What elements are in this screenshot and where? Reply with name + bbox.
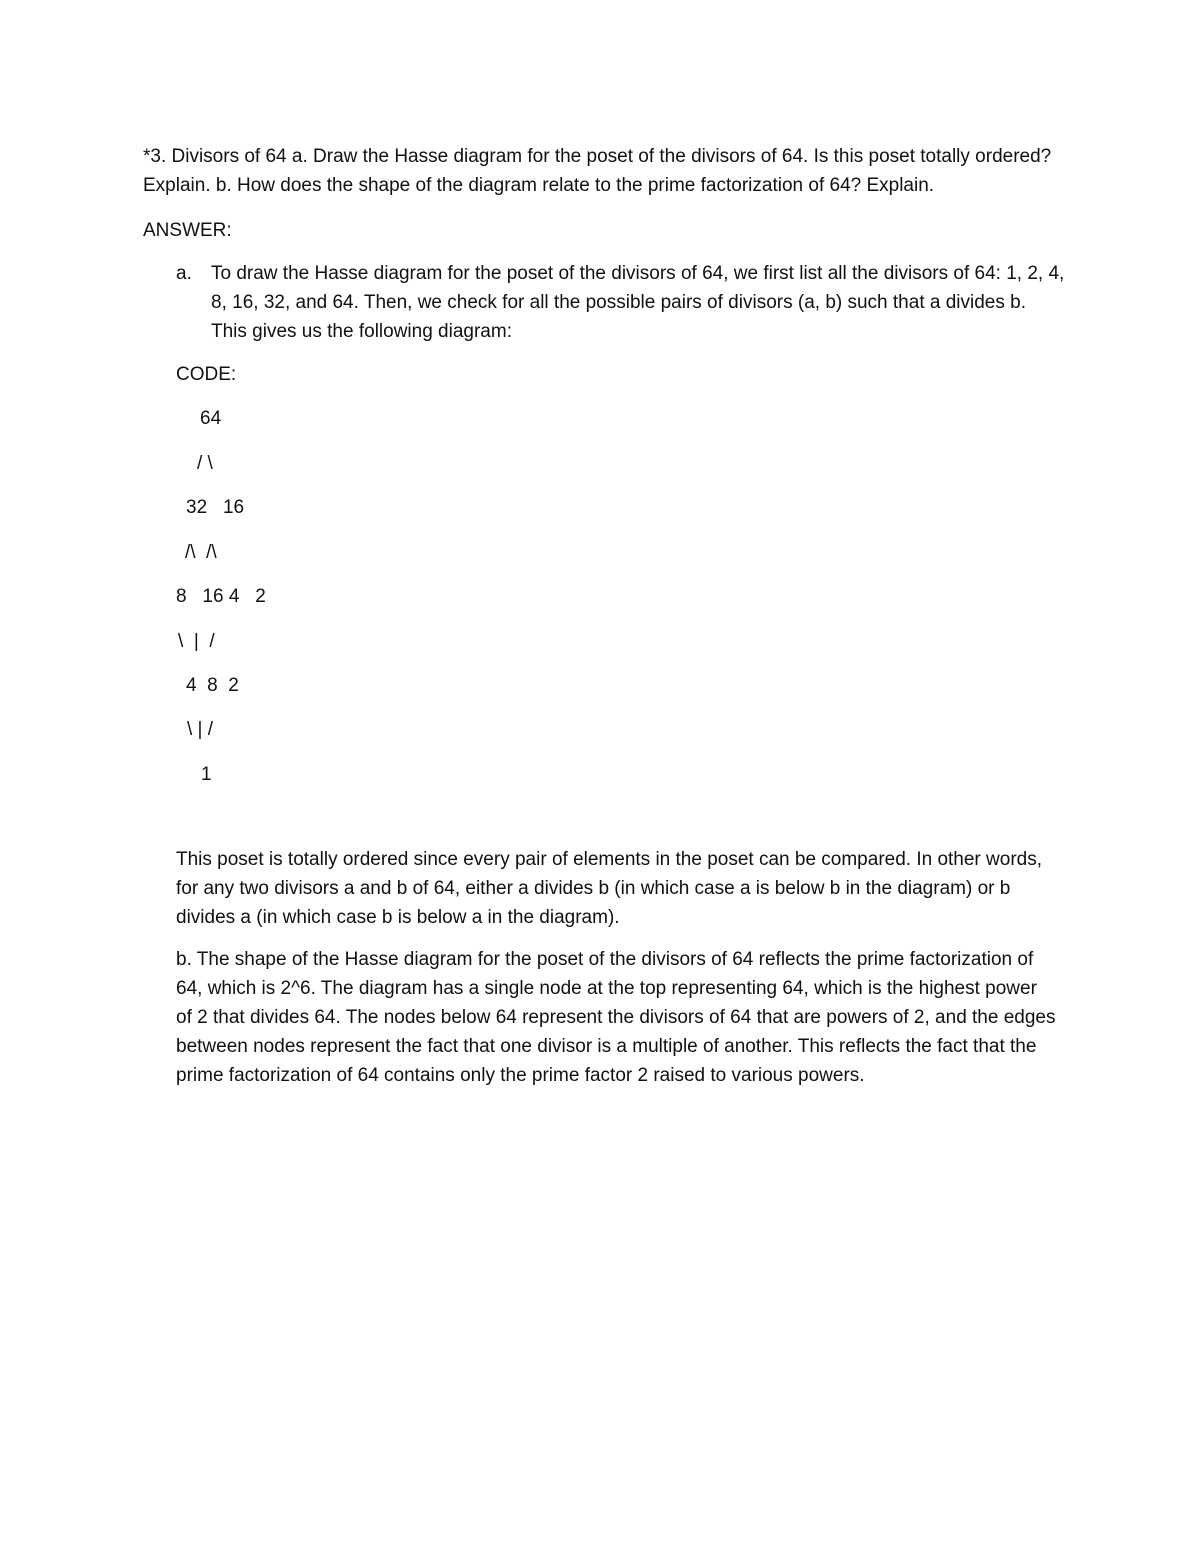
diagram-line-3: 32 16	[186, 497, 245, 518]
diagram-line-1: 64	[200, 408, 222, 429]
part-a-text: To draw the Hasse diagram for the poset of the divisors of 64, we first list all the divisors of 64: 1, 2, 4, 8, 16, 32, and 64. Then, we check for all the possible pairs of divisors (a, b) such that a divides b. This gives us the following diagram:	[211, 263, 1065, 342]
diagram-line-9: 1	[201, 764, 212, 785]
answer-label: ANSWER:	[143, 220, 232, 241]
diagram-line-7: 4 8 2	[186, 675, 239, 696]
diagram-line-5: 8 16 4 2	[176, 586, 266, 607]
totally-ordered-paragraph: This poset is totally ordered since every pair of elements in the poset can be compared. In other words, for any two divisors a and b of 64, either a divides b (in which case a is below b in the diagram) or b divides a (in which case b is below a in the diagram).	[176, 849, 1043, 928]
diagram-line-2: / \	[197, 453, 213, 474]
part-a-marker: a.	[176, 263, 192, 284]
code-label: CODE:	[176, 364, 237, 385]
diagram-line-8: \ | /	[187, 719, 214, 740]
diagram-line-6: \ | /	[178, 631, 215, 652]
diagram-line-4: /\ /\	[185, 542, 217, 563]
question-text: *3. Divisors of 64 a. Draw the Hasse diagram for the poset of the divisors of 64. Is this poset totally ordered? Explain. b. How does the shape of the diagram relate to the prime factorization of 64? Explain.	[143, 146, 1052, 196]
part-b-paragraph: b. The shape of the Hasse diagram for the poset of the divisors of 64 reflects the prime factorization of 64, which is 2^6. The diagram has a single node at the top representing 64, which is the highest power of 2 that divides 64. The nodes below 64 represent the divisors of 64 that are powers of 2, and the edges between nodes represent the fact that one divisor is a multiple of another. This reflects the fact that the prime factorization of 64 contains only the prime factor 2 raised to various powers.	[176, 949, 1056, 1086]
